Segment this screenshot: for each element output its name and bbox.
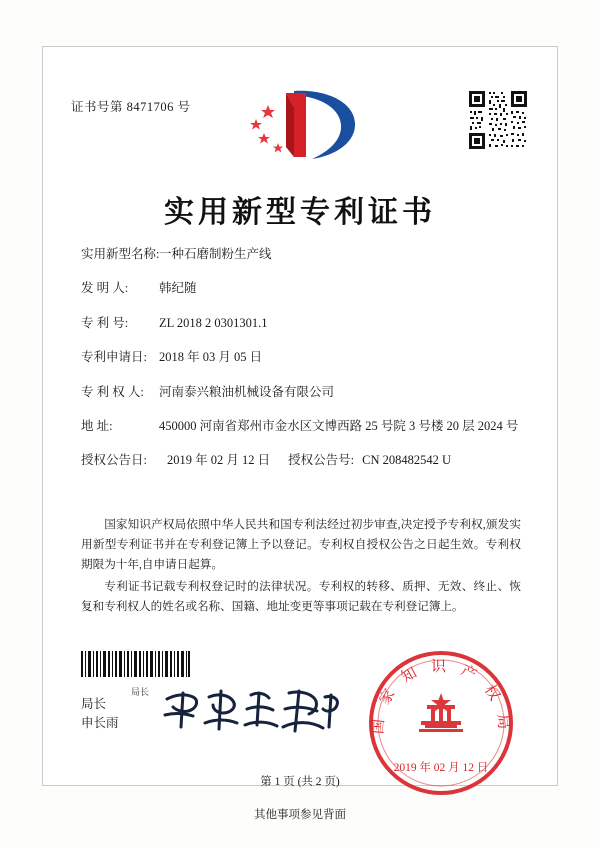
field-sub-label: 授权公告号:	[288, 453, 355, 468]
paragraph-2: 专利证书记载专利权登记时的法律状况。专利权的转移、质押、无效、终止、恢复和专利权人的姓名或名称、国籍、地址变更等事项记载在专利登记簿上。	[81, 579, 521, 613]
patent-fields	[81, 245, 521, 486]
barcode-icon	[81, 651, 191, 677]
field-value: 韩纪随	[159, 281, 197, 296]
field-label: 实用新型名称:	[81, 247, 160, 261]
paragraph-1: 国家知识产权局依照中华人民共和国专利法经过初步审查,决定授予专利权,颁发实用新型专利证书并在专利登记簿上予以登记。专利权自授权公告之日起生效。专利权期限为十年,自申请日起算。	[81, 518, 521, 571]
field-label: 专 利 号:	[81, 315, 129, 330]
legal-paragraphs	[81, 515, 521, 619]
field-utility-model-name	[81, 245, 521, 264]
field-inventor	[81, 279, 521, 298]
handwritten-signature-icon	[159, 683, 349, 743]
signature-title: 局长	[81, 697, 107, 711]
field-patentee	[81, 383, 521, 402]
signature-annotation: 局长	[131, 687, 150, 697]
field-label: 发 明 人:	[81, 281, 129, 296]
field-sub-value: CN 208482542 U	[362, 453, 452, 468]
certificate-border	[42, 46, 558, 786]
back-side-note: 其他事项参见背面	[254, 809, 346, 821]
field-grant-announcement	[81, 451, 521, 470]
signature-block	[81, 695, 119, 733]
field-value: 一种石磨制粉生产线	[159, 247, 272, 261]
field-label: 授权公告日:	[81, 453, 147, 468]
seal-date: 2019 年 02 月 12 日	[393, 762, 489, 774]
field-address	[81, 417, 521, 436]
cnipa-patent-logo-icon	[242, 85, 358, 163]
field-value: 河南泰兴粮油机械设备有限公司	[159, 384, 335, 399]
field-patent-number	[81, 314, 521, 333]
certificate-header	[43, 47, 557, 159]
field-value: 450000 河南省郑州市金水区文博西路 25 号院 3 号楼 20 层 2024 号	[159, 418, 519, 433]
page-title: 实用新型专利证书	[164, 196, 436, 229]
signature-name: 申长雨	[81, 715, 119, 730]
field-value: 2019 年 02 月 12 日	[167, 453, 271, 468]
page-indicator: 第 1 页 (共 2 页)	[260, 776, 340, 788]
field-value: ZL 2018 2 0301301.1	[159, 315, 268, 330]
field-label: 地 址:	[81, 418, 113, 433]
field-label: 专 利 权 人:	[81, 384, 144, 399]
qr-code-icon	[467, 89, 529, 151]
field-label: 专利申请日:	[81, 350, 147, 365]
svg-text:国 家 知 识 产 权 局: 国 家 知 识 产 权 局	[370, 659, 512, 735]
field-value: 2018 年 03 月 05 日	[159, 350, 263, 365]
field-application-date	[81, 348, 521, 367]
certificate-number: 证书号第 8471706 号	[71, 100, 191, 114]
